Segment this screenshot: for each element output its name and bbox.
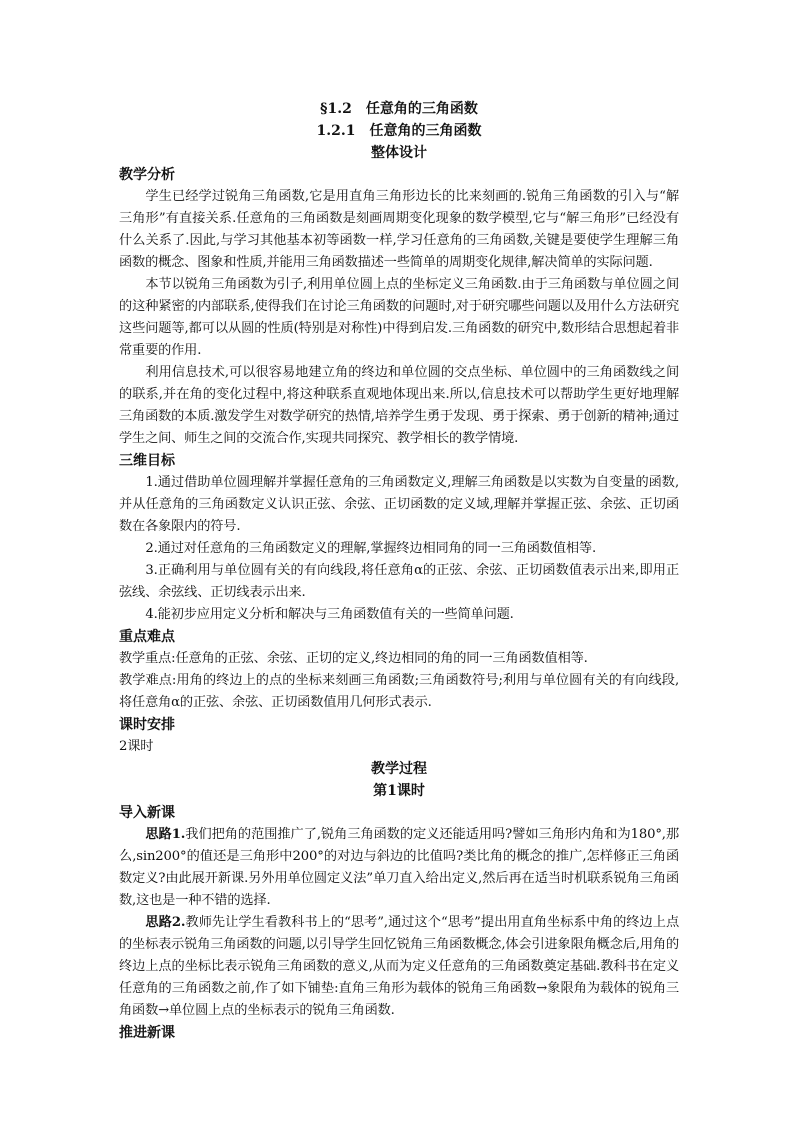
idea-1-lead: 思路1. — [145, 827, 186, 842]
document-page — [119, 98, 679, 1044]
schedule-text: 2课时 — [119, 739, 154, 754]
difficult-point: 教学难点:用角的终边上的点的坐标来刻画三角函数;三角函数符号;利用与单位圆有关的有向线段,将任意角α的正弦、余弦、正切函数值用几何形式表示. — [119, 673, 679, 710]
idea-1-paragraph — [119, 824, 679, 912]
idea-2-lead: 思路2. — [145, 915, 186, 930]
subsection-title: 1.2.1 任意角的三角函数 — [316, 123, 482, 139]
intro-heading: 导入新课 — [119, 805, 175, 821]
key-points-heading: 重点难点 — [119, 629, 175, 645]
design-title: 整体设计 — [371, 145, 427, 161]
section-title: §1.2 任意角的三角函数 — [320, 101, 478, 117]
idea-1-text: 我们把角的范围推广了,锐角三角函数的定义还能适用吗?譬如三角形内角和为180°,那么,sin200°的值还是三角形中200°的对边与斜边的比值吗?类比角的概念的推广,怎样修正三角函数定义?由此展开新课.另外用单位圆定义法”单刀直入给出定义,然后再在适当时机联系锐角三角函数,这也是一种不错的选择. — [119, 827, 679, 908]
goal-2: 2.通过对任意角的三角函数定义的理解,掌握终边相同角的同一三角函数值相等. — [145, 541, 596, 556]
idea-2-text: 教师先让学生看教科书上的“思考”,通过这个“思考”提出用直角坐标系中角的终边上点的坐标表示锐角三角函数的问题,以引导学生回忆锐角三角函数概念,体会引进象限角概念后,用角的终边上点的坐标比表示锐角三角函数的意义,从而为定义任意角的三角函数奠定基础.教科书在定义任意角的三角函数之前,作了如下铺垫:直角三角形为载体的锐角三角函数→象限角为载体的锐角三角函数→单位圆上点的坐标表示的锐角三角函数. — [119, 915, 679, 1018]
analysis-paragraph-1: 学生已经学过锐角三角函数,它是用直角三角形边长的比来刻画的.锐角三角函数的引入与“解三角形”有直接关系.任意角的三角函数是刻画周期变化现象的数学模型,它与“解三角形”已经没有什么关系了.因此,与学习其他基本初等函数一样,学习任意角的三角函数,关键是要使学生理解三角函数的概念、图象和性质,并能用三角函数描述一些简单的周期变化规律,解决简单的实际问题. — [119, 189, 679, 270]
goal-3: 3.正确利用与单位圆有关的有向线段,将任意角α的正弦、余弦、正切函数值表示出来,即用正弦线、余弦线、正切线表示出来. — [119, 563, 679, 600]
analysis-paragraph-2: 本节以锐角三角函数为引子,利用单位圆上点的坐标定义三角函数.由于三角函数与单位圆之间的这种紧密的内部联系,使得我们在讨论三角函数的问题时,对于研究哪些问题以及用什么方法研究这些问题等,都可以从圆的性质(特别是对称性)中得到启发.三角函数的研究中,数形结合思想起着非常重要的作用. — [119, 277, 679, 358]
goal-4: 4.能初步应用定义分析和解决与三角函数值有关的一些简单问题. — [145, 607, 514, 622]
next-heading: 推进新课 — [119, 1025, 175, 1041]
idea-2-paragraph — [119, 912, 679, 1022]
process-title: 教学过程 — [371, 761, 427, 777]
goal-1: 1.通过借助单位圆理解并掌握任意角的三角函数定义,理解三角函数是以实数为自变量的函数,并从任意角的三角函数定义认识正弦、余弦、正切函数的定义域,理解并掌握正弦、余弦、正切函数在各象限内的符号. — [119, 475, 679, 534]
goals-heading: 三维目标 — [119, 453, 175, 469]
teaching-analysis-heading: 教学分析 — [119, 167, 175, 183]
key-point: 教学重点:任意角的正弦、余弦、正切的定义,终边相同的角的同一三角函数值相等. — [119, 651, 588, 666]
lesson-title: 第1课时 — [373, 783, 425, 799]
analysis-paragraph-3: 利用信息技术,可以很容易地建立角的终边和单位圆的交点坐标、单位圆中的三角函数线之间的联系,并在角的变化过程中,将这种联系直观地体现出来.所以,信息技术可以帮助学生更好地理解三角函数的本质.激发学生对数学研究的热情,培养学生勇于发现、勇于探索、勇于创新的精神;通过学生之间、师生之间的交流合作,实现共同探究、教学相长的教学情境. — [119, 365, 679, 446]
schedule-heading: 课时安排 — [119, 717, 175, 733]
